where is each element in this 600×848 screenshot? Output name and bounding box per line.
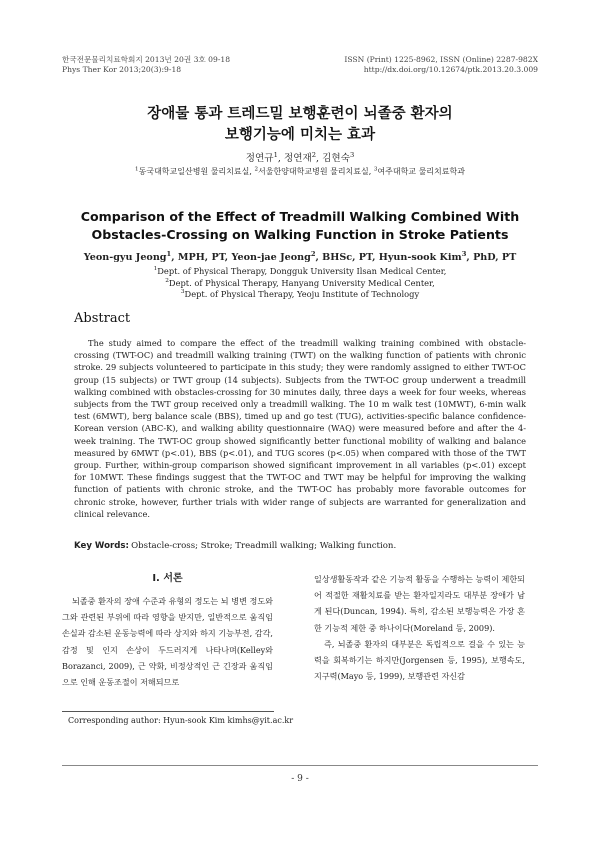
author-en: Yeon-jae Jeong	[231, 252, 311, 263]
author-credentials: , BHSc, PT,	[315, 252, 379, 263]
title-korean-line2: 보행기능에 미치는 효과	[224, 127, 376, 143]
affil-en: Dept. of Physical Therapy, Yeoju Institute of Technology	[184, 289, 420, 299]
author-kr: 김현숙	[322, 153, 350, 164]
author-sup: 3	[461, 249, 467, 258]
abstract-heading: Abstract	[74, 311, 131, 326]
title-english	[0, 208, 600, 244]
affiliations-english	[0, 266, 600, 301]
author-sup: 2	[311, 150, 317, 159]
left-column	[62, 571, 273, 690]
affil-en-line	[0, 278, 600, 290]
author-en: Hyun-sook Kim	[378, 252, 462, 263]
authors-english	[0, 249, 600, 263]
issn-text: ISSN (Print) 1225-8962, ISSN (Online) 2287-982X	[344, 55, 538, 64]
author-kr: 정연재	[283, 153, 312, 164]
affil-sup: 3	[180, 289, 185, 296]
keywords	[74, 540, 396, 551]
corresponding-author-footnote: Corresponding author: Hyun-sook Kim kimhs@yit.ac.kr	[68, 716, 294, 725]
affil-en: Dept. of Physical Therapy, Dongguk University Ilsan Medical Center,	[157, 266, 447, 276]
author-kr: 정연규	[245, 153, 274, 164]
author-credentials: , MPH, PT,	[171, 252, 232, 263]
keywords-text: Obstacle-cross; Stroke; Treadmill walking; Walking function.	[131, 541, 397, 551]
affil-en-line	[0, 289, 600, 301]
author-en: Yeon-gyu Jeong	[83, 252, 167, 263]
author-sup: 1	[166, 249, 172, 258]
affil-sup: 1	[153, 266, 158, 273]
footnote-divider	[62, 711, 274, 712]
journal-header-left	[62, 55, 230, 75]
affil-en-line	[0, 266, 600, 278]
section-heading-introduction: Ⅰ. 서론	[152, 573, 183, 584]
title-korean-line1: 장애물 통과 트레드밀 보행훈련이 뇌졸중 환자의	[147, 106, 453, 122]
title-english-line1: Comparison of the Effect of Treadmill Walking Combined With	[80, 209, 520, 224]
title-english-line2: Obstacles-Crossing on Walking Function in Stroke Patients	[91, 227, 509, 242]
affil-sup: 1	[135, 166, 139, 173]
title-korean	[0, 104, 600, 146]
authors-korean: 정연규$^1$, 정연재$^2$, 김현숙$^3$	[245, 150, 355, 164]
affil-kr: 서울한양대학교병원 물리치료실	[258, 167, 369, 176]
intro-paragraph-continued: 일상생활동작과 같은 기능적 활동을 수행하는 능력이 제한되어 적절한 재활치료를 받는 환자일지라도 대부분 장애가 남게 된다(Duncan, 1994). 특히, 감소된 보행능력은 가장 흔한 기능적 제한 중 하나이다(Moreland 등, 2009).	[314, 574, 525, 633]
right-column	[314, 571, 525, 684]
keywords-label: Key Words:	[74, 541, 129, 551]
abstract-body: The study aimed to compare the effect of the treadmill walking training combined with obstacle-crossing (TWT-OC) and treadmill walking training (TWT) on the walking function of patients with chronic stroke. 29 subjects volunteered to participate in this study; they were randomly assigned to either TWT-OC group (15 subjects) or TWT group (14 subjects). Subjects from the TWT-OC group underwent a treadmill walking combined with obstacles-crossing for 30 minutes daily, three days a week for four weeks, whereas subjects from the TWT group received only a treadmill walking. The 10 m walk test (10MWT), 6-min walk test (6MWT), berg balance scale (BBS), timed up and go test (TUG), activities-specific balance confidence-Korean version (ABC-K), and walking ability questionnaire (WAQ) were measured before and after the 4-week training. The TWT-OC group showed significantly better functional mobility of walking and balance measured by 6MWT (p<.01), BBS (p<.01), and TUG scores (p<.05) when compared with those of the TWT group. Further, within-group comparison showed significant improvement in all variables (p<.01) except for 10MWT. These findings suggest that the TWT-OC and TWT may be helpful for improving the walking function of patients with chronic stroke, and the TWT-OC has probably more favorable outcomes for chronic stroke, however, further trials with wider range of subjects are warranted for generalization and clinical relevance.	[74, 338, 526, 519]
journal-name-kr: 한국전문물리치료학회지 2013년 20권 3호 09-18	[62, 55, 231, 64]
affiliations-korean: $^1$동국대학교일산병원 물리치료실, $^2$서울한양대학교병원 물리치료실, $^3$여주대학교 물리치료학과	[135, 166, 465, 176]
affil-kr: 동국대학교일산병원 물리치료실	[138, 167, 250, 176]
affil-en: Dept. of Physical Therapy, Hanyang University Medical Center,	[168, 277, 435, 288]
affil-kr: 여주대학교 물리치료학과	[377, 167, 465, 176]
journal-header-right	[344, 55, 538, 75]
page-number: - 9 -	[291, 774, 309, 784]
affil-sup: 2	[254, 166, 258, 173]
intro-paragraph: 즉, 뇌졸중 환자의 대부분은 독립적으로 걸을 수 있는 능력을 회복하기는 하지만(Jorgensen 등, 1995), 보행속도, 지구력(Mayo 등, 1999), 보행관련 자신감	[314, 638, 525, 682]
affil-sup: 3	[373, 166, 378, 173]
doi-link[interactable]: http://dx.doi.org/10.12674/ptk.2013.20.3.009	[363, 65, 538, 74]
author-sup: 1	[273, 150, 278, 159]
page-footer-divider	[62, 765, 538, 766]
author-sup: 2	[310, 249, 316, 258]
author-credentials: , PhD, PT	[466, 252, 517, 263]
author-sup: 3	[349, 150, 355, 159]
journal-citation: Phys Ther Kor 2013;20(3):9-18	[62, 65, 182, 74]
affil-sup: 2	[165, 277, 169, 284]
intro-paragraph: 뇌졸중 환자의 장애 수준과 유형의 정도는 뇌 병변 정도와 그와 관련된 부위에 따라 영향을 받지만, 일반적으로 움직임 손실과 감소된 운동능력에 따라 상지와 하지 기능부전, 감각, 감정 및 인지 손상이 두드러지게 나타나며(Kelley와 Borazanci, 2009), 근 약화, 비정상적인 근 긴장과 움직임으로 인해 운동조절이 저해되므로	[62, 596, 273, 688]
